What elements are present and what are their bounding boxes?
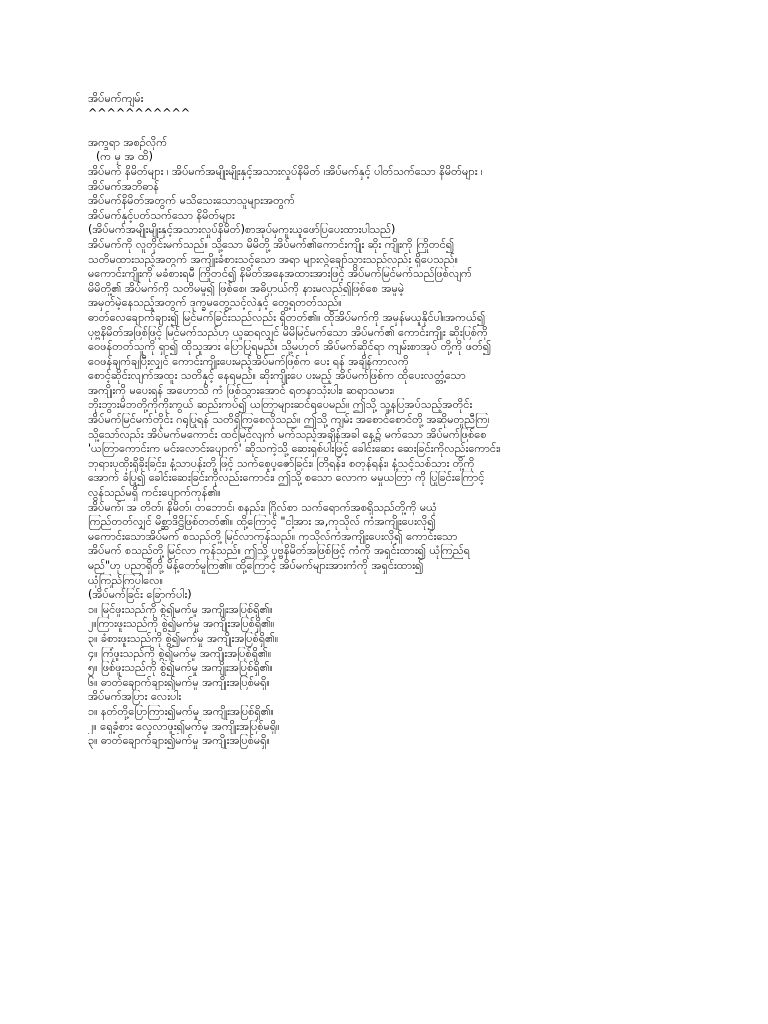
text-line: ၃။ ခံစားဖူးသည်ကို စွဲ၍မက်မှု အကျိုးအပြစ်ရှိ၏။: [88, 631, 279, 645]
text-line: လွန်သည်မရှိ ကင်းပျောက်ကုန်၏။: [88, 486, 221, 500]
text-line: ကြည်တတ်လျှင် မိစ္ဆာဒိဋ္ဌိဖြစ်တတ်၏။ ထို့ကြောင့် "ငါ့အား အ,ကုသိုလ် ကံအကျိုးပေးလို၍: [88, 515, 436, 529]
text-line: ၄။ ကြံဖူးသည်ကို စွဲ၍မက်မှု အကျိုးအပြစ်ရှိ၏။: [88, 646, 272, 660]
text-line: အိပ်မက် နိမိတ်များ ၊ အိပ်မက်အမျိုးမျိုးနှင့်အသားလှုပ်နိမိတ် ၊အိပ်မက်နှင့် ပါတ်သက်သော နိမိတ်များ ၊: [88, 164, 483, 178]
text-line: ၁။ မြင်ဖူးသည်ကို စွဲ၍မက်မှု အကျိုးအပြစ်ရှိ၏။: [88, 602, 273, 616]
text-line: ၁။ နတ်တို့ပြောကြား၍မက်မှု အကျိုးအပြစ်ရှိ၏။: [88, 704, 274, 718]
text-line: ၂။ ရှေ့ခံစား လေ့လာဖူး၍မက်မှု အကျိုးအပြစ်မရှိ။: [88, 719, 280, 733]
text-line: (အိပ်မက်ခြင်း ခြောက်ပါး): [88, 588, 192, 602]
text-line: မိမိတို့၏ အိပ်မက်ကို သတိမမူ၍ ဖြစ်စေ၊ အဓိပ္ပာယ်ကို နားမလည်၍ဖြစ်စေ အမှုမဲ့: [88, 281, 405, 295]
text-line: စောင့်ဆိုင်းလျက်အထူး သတိနှင့် နေရမည်။ ဆိုးကျိုးပေ ပးမည့် အိပ်မက်ဖြစ်က ထိုပေးလတ္တံ့သော: [88, 369, 466, 383]
text-line: အကျိုးကို မပေးရန် အဟောသိ ကံ ဖြစ်သွားအောင် ရတနာသုံးပါး၊ ဆရာသမား၊: [88, 383, 395, 397]
text-line: ဘိုးဘွားမိဘတို့ကိုကိုးကွယ် ဆည်းကပ်၍ ယတြာများဆင်ရပေမည်။ ဤသို့ သူ့နပြအပ်သည့်အတိုင်း: [88, 398, 473, 412]
text-line: ဓာတ်လေချောက်ချား၍ မြင်မက်ခြင်းသည်လည်း ရှိတတ်၏။ ထိုအိပ်မက်ကို အမှန်မယူနိုင်ပါ။အကယ်၍: [88, 310, 486, 324]
text-line: မည်"ဟု ပညာရှိတို့ မိန့်တော်မူကြ၏။ ထို့ကြောင့် အိပ်မက်များအားကံကို အရှင်းထား၍: [88, 559, 424, 572]
text-line: 'ယတြာကောင်းက မင်းလောင်းပျောက်' ဆိုသကဲ့သို့ ဆေးရှစ်ပါးဖြင့် ခေါင်းဆေး ဆေးခြင်းကိုလည်းကောင်း၊: [88, 442, 501, 456]
text-line: အိပ်မက်၊ အ တိတ်၊ နိမိတ်၊ တဘောင်၊ စနည်း၊ ဂြိုလ်စာ သက်ရောက်အစရှိသည်တို့ကို မယုံ: [88, 500, 437, 514]
blank-line: [88, 121, 724, 136]
text-line: (အိပ်မက်အမျိုးမျိုးနှင့်အသားလှုပ်နိမိတ်)စာအုပ်မှကူးယူဖော်ပြပေးထားပါသည်): [88, 223, 396, 237]
title-underline: ^^^^^^^^^^^: [88, 106, 191, 120]
text-line: အိပ်မက်အဘိဓာန်: [88, 179, 159, 193]
text-line: အိပ်မက်အပြား လေးပါး: [88, 690, 182, 704]
document-body: [88, 165, 724, 749]
text-line: အိပ်မက်နှင့်ပတ်သက်သော နိမိတ်များ: [88, 208, 235, 222]
text-line: ဝေဖန်ချက်ချပြီးလျှင် ကောင်းကျိုးပေးမည့်အိပ်မက်ဖြစ်က ပေး ရန် အချိန်ကာလကို: [88, 354, 409, 368]
text-line: ဝေဖန်တတ်သူကို ရှာ၍ ထိုသူအား ပြောပြရမည်။ သို့မဟုတ် အိပ်မက်ဆိုင်ရာ ကျမ်းစာအုပ် တို့ကို ဖတ်၍: [88, 340, 492, 354]
text-line: အိပ်မက်မြင်မက်တိုင်း ဂရုပြုရန် သတိရှိကြစေလိုသည်။ ဤသို့ ကျမ်း အစောင်စောင်တို့ အဆိုမတူညီကြ၊: [88, 413, 490, 427]
text-line: အမှတ်မဲ့နေသည့်အတွက် ဒုက္ခမတွေ့သင့်လဲနှင့် တွေ့ရတတ်သည်။: [88, 296, 342, 310]
text-line: ၃။ ဓာတ်ချောက်ချား၍မက်မှု အကျိုးအပြစ်မရှိ။: [88, 734, 270, 748]
text-line: ပုဗ္ဗနိမိတ်အဖြစ်ဖြင့် မြင်မက်သည်ဟု ယူဆရလျှင် မိမိမြင်မက်သော အိပ်မက်၏ ကောင်းကျိုး ဆိုးပြစ်ကို: [88, 325, 488, 339]
text-line: သတိမထားသည့်အတွက် အကျိုးခံစားသင့်သော အရာ များလွဲချော်သွားသည်လည်း ရှိပေသည်။: [88, 252, 458, 266]
document-title: အိပ်မက်ကျမ်း: [88, 92, 144, 105]
document-page: [88, 92, 724, 749]
text-line: ၆။ ဓာတ်ချောက်ချား၍မက်မှု အကျိုးအပြစ်မရှိ။: [88, 675, 270, 689]
alphabet-range: (က မှ အ ထိ): [96, 150, 153, 164]
text-line: အိပ်မက်ကို လူတိုင်းမက်သည်။ သို့သော မိမိတို့ အိပ်မက်၏ကောင်းကျိုး ဆိုး ကျိုးကို ကြိုတင်၍: [88, 237, 455, 251]
text-line: အိပ်မက် စသည်တို့ မြင်လာ ကုန်သည်။ ဤသို့ ပုဗ္ဗနိမိတ်အဖြစ်ဖြင့် ကံကို အရှင်းထား၍ ယုံကြည်ရ: [88, 544, 470, 558]
text-line: ဘုရားပုထိုးရှိခိုးခြင်း၊ နံ့သာပန်းတို့ဖြင့် သက်စေ့ပူဇော်ခြင်း၊ တြိရန်း၊ စတုန်ရန်း၊ နံ့သင့်သစ်သား တို့ကို: [88, 456, 475, 470]
text-line: မကောင်းသောအိပ်မက် စသည်တို့ မြင်လာကုန်သည်။ ကုသိုလ်ကံအကျိုးပေးလို၍ ကောင်းသော: [88, 529, 458, 543]
text-line: ၅။ ဖြစ်ဖူးသည်ကို စွဲ၍မက်မှု အကျိုးအပြစ်ရှိ၏။: [88, 661, 273, 675]
text-line: သို့သော်လည်း အိပ်မက်မကောင်း ထင်မြင်လျက် မက်သည့်အချိန်အခါ နေ့၌ မက်သော အိပ်မက်ဖြစ်စေ: [88, 427, 487, 441]
text-line: ၂။ကြားဖူးသည်ကို စွဲ၍မက်မှု အကျိုးအပြစ်ရှိ၏။: [88, 617, 275, 631]
text-line: အိပ်မက်နိမိတ်အတွက် မသိသေးသောသူများအတွက်: [88, 194, 295, 208]
text-line: မကောင်းကျိုးကို မခံစားရမီ ကြိုတင်၍ နိမိတ်အနေအထားအားဖြင့် အိပ်မက်မြင်မက်သည်ဖြစ်လျက်: [88, 267, 472, 281]
document-subtitle: အက္ခရာ အစဉ်လိုက်: [88, 135, 168, 149]
text-line: အောက် ခံပြု၍ ခေါင်းဆေးခြင်းကိုလည်းကောင်း၊ ဤသို့ စသော လောက မမှုယတြာ ကို ပြုခြင်းကြောင့်: [88, 471, 485, 485]
text-line: ယုံကြည်ကြပါလေ။: [88, 573, 163, 587]
